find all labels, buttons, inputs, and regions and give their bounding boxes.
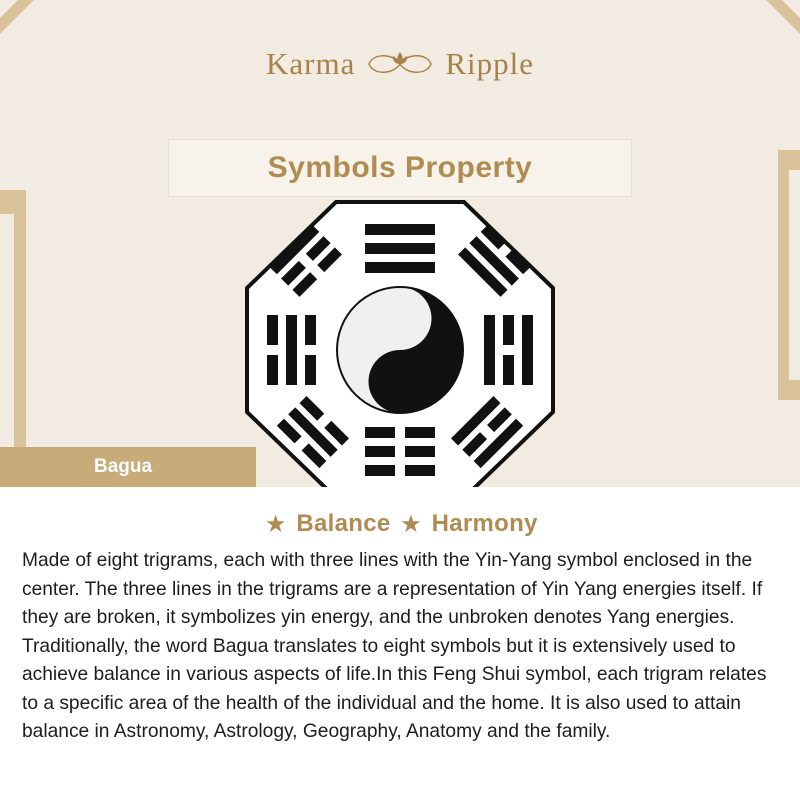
- brand-logo: [0, 46, 800, 82]
- page-title: Symbols Property: [267, 151, 533, 184]
- symbol-label-tab: [0, 447, 256, 487]
- lotus-infinity-icon: [363, 47, 437, 81]
- description-text: Made of eight trigrams, each with three lines with the Yin-Yang symbol enclosed in the center. The three lines in the trigrams are a representation of Yin Yang energies itself. If they are broken, it symbolizes yin energy, and the unbroken denotes Yang energies. Traditionally, the word Bagua translates to eight symbols but it is extensively used to achieve balance in various aspects of life.In this Feng Shui symbol, each trigram relates to a specific area of the health of the individual and the home. It is also used to attain balance in Astronomy, Astrology, Geography, Anatomy and the family.: [22, 550, 767, 742]
- keywords-row: [0, 510, 800, 538]
- description-panel: [0, 487, 800, 800]
- symbol-label: Bagua: [94, 456, 153, 477]
- star-icon-left: ★: [266, 513, 286, 536]
- brand-name-left: Karma: [265, 46, 356, 81]
- side-decoration-right-inner: [789, 170, 800, 380]
- brand-name-right: Ripple: [445, 46, 534, 81]
- keyword-balance: Balance: [296, 510, 391, 537]
- corner-decoration-top-left-inner: [0, 0, 18, 18]
- corner-decoration-top-right-inner: [782, 0, 800, 18]
- side-decoration-left-inner: [0, 214, 14, 466]
- bagua-yin-yang-icon: [245, 200, 555, 500]
- title-banner: [168, 139, 632, 197]
- star-icon-right: ★: [401, 513, 421, 536]
- brand-row: [266, 46, 534, 82]
- keyword-harmony: Harmony: [431, 510, 538, 537]
